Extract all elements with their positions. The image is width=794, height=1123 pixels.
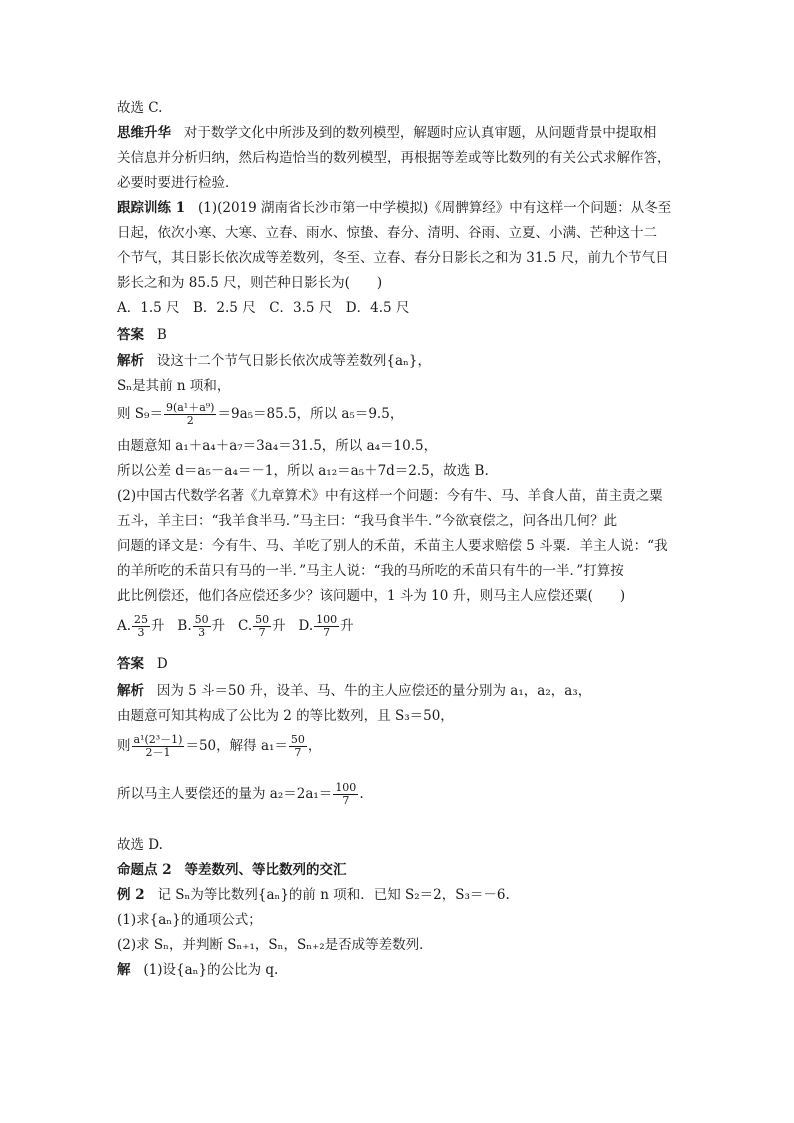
fraction: $\frac{\text{9(a¹＋a⁹)}}{2}$ bbox=[165, 401, 215, 427]
options-line: A. $\frac{25}{3}$ 升 B. $\frac{50}{3}$ 升 C. $\frac{50}{7}$ 升 D. $\frac{100}{7}$ 升 bbox=[117, 613, 354, 639]
text-line: 故选 D. bbox=[117, 837, 163, 853]
text-line bbox=[117, 199, 671, 217]
answer-label: 答案 bbox=[117, 656, 144, 672]
text-span: 则 S₉＝ bbox=[117, 406, 163, 422]
formula-line: 则 $\frac{\text{a¹(2³－1)}}{2-1}$ ＝50，解得 a₁＝ $\frac{50}{7}$ ， bbox=[117, 733, 322, 759]
text-line bbox=[117, 682, 591, 700]
text-span: 则 bbox=[117, 738, 131, 754]
heading-line bbox=[117, 861, 346, 879]
text-span: 因为 5 斗＝50 升，设羊、马、牛的主人应偿还的量分别为 a₁，a₂，a₃， bbox=[156, 683, 592, 699]
section-label: 命题点 2 bbox=[117, 862, 172, 878]
text-line: Sₙ是其前 n 项和， bbox=[117, 378, 231, 394]
answer-value: B bbox=[156, 327, 167, 343]
fraction: $\frac{\text{a¹(2³－1)}}{2-1}$ bbox=[133, 733, 183, 759]
text-line: 五斗，羊主曰：“我羊食半马．”马主曰：“我马食半牛．”今欲衰偿之，问各出几何？此 bbox=[117, 513, 618, 529]
text-line: (2)求 Sₙ，并判断 Sₙ₊₁，Sₙ，Sₙ₊₂是否成等差数列． bbox=[117, 937, 433, 953]
answer-label: 答案 bbox=[117, 327, 144, 343]
solution-label: 解 bbox=[117, 962, 131, 978]
fraction: $\frac{100}{7}$ bbox=[316, 613, 338, 639]
text-line bbox=[117, 886, 510, 904]
answer-value: D bbox=[156, 656, 168, 672]
text-line: 必要时要进行检验． bbox=[117, 175, 239, 191]
text-line: (1)求{aₙ}的通项公式； bbox=[117, 912, 262, 928]
text-line: 关信息并分析归纳，然后构造恰当的数列模型，再根据等差或等比数列的有关公式求解作答， bbox=[117, 150, 671, 166]
analysis-label: 解析 bbox=[117, 683, 144, 699]
text-line: 个节气，其日影长依次成等差数列，冬至、立春、春分日影长之和为 31.5 尺，前九个节气日 bbox=[117, 250, 669, 266]
text-span: (1)(2019 湖南省长沙市第一中学模拟)《周髀算经》中有这样一个问题：从冬至 bbox=[197, 200, 672, 216]
fraction: $\frac{50}{3}$ bbox=[194, 613, 209, 639]
section-title: 等差数列、等比数列的交汇 bbox=[184, 862, 347, 878]
text-line: 故选 C. bbox=[117, 100, 163, 116]
text-span: ＝9a₅＝85.5，所以 a₅＝9.5， bbox=[217, 406, 404, 422]
fraction: $\frac{100}{7}$ bbox=[335, 781, 357, 807]
text-line: 所以公差 d＝a₅－a₄＝－1，所以 a₁₂＝a₅＋7d＝2.5，故选 B. bbox=[117, 463, 489, 479]
text-line: 的羊所吃的禾苗只有马的一半．”马主人说：“我的马所吃的禾苗只有牛的一半．”打算按 bbox=[117, 563, 624, 579]
answer-line bbox=[117, 326, 167, 344]
fraction: $\frac{25}{3}$ bbox=[134, 613, 149, 639]
text-line bbox=[117, 961, 278, 979]
text-span: ＝50，解得 a₁＝ bbox=[185, 738, 288, 754]
example-label: 例 2 bbox=[117, 887, 145, 903]
text-line bbox=[117, 352, 431, 370]
formula-line bbox=[117, 402, 403, 427]
text-span: 所以马主人要偿还的量为 a₂＝2a₁＝ bbox=[117, 786, 333, 802]
text-span: 对于数学文化中所涉及到的数列模型，解题时应认真审题，从问题背景中提取相 bbox=[183, 125, 657, 141]
analysis-label: 解析 bbox=[117, 353, 144, 369]
section-label: 跟踪训练 1 bbox=[117, 200, 186, 216]
text-line bbox=[117, 124, 656, 142]
section-label: 思维升华 bbox=[117, 125, 171, 141]
text-span: 记 Sₙ为等比数列{aₙ}的前 n 项和．已知 S₂＝2，S₃＝－6. bbox=[157, 887, 510, 903]
options-line: A．1.5 尺 B．2.5 尺 C．3.5 尺 D．4.5 尺 bbox=[117, 300, 410, 316]
fraction: $\frac{50}{7}$ bbox=[255, 613, 270, 639]
formula-line: 所以马主人要偿还的量为 a₂＝2a₁＝ $\frac{100}{7}$ . bbox=[117, 781, 364, 807]
text-line: 由题意可知其构成了公比为 2 的等比数列，且 S₃＝50， bbox=[117, 708, 454, 724]
text-line: (2)中国古代数学名著《九章算术》中有这样一个问题：今有牛、马、羊食人苗，苗主责之粟 bbox=[117, 488, 663, 504]
answer-line bbox=[117, 655, 168, 673]
text-span: (1)设{aₙ}的公比为 q. bbox=[143, 962, 279, 978]
text-line: 影长之和为 85.5 尺，则芒种日影长为( ) bbox=[117, 275, 383, 291]
text-line: 由题意知 a₁＋a₄＋a₇＝3a₄＝31.5，所以 a₄＝10.5， bbox=[117, 438, 438, 454]
text-line: 日起，依次小寒、大寒、立春、雨水、惊蛰、春分、清明、谷雨、立夏、小满、芒种这十二 bbox=[117, 225, 657, 241]
text-line: 此比例偿还，他们各应偿还多少？该问题中，1 斗为 10 升，则马主人应偿还粟( ) bbox=[117, 588, 626, 604]
text-span: 设这十二个节气日影长依次成等差数列{aₙ}， bbox=[156, 353, 431, 369]
text-line: 问题的译文是：今有牛、马、羊吃了别人的禾苗，禾苗主人要求赔偿 5 斗粟．羊主人说：“我 bbox=[117, 538, 668, 554]
fraction: $\frac{50}{7}$ bbox=[290, 733, 305, 759]
